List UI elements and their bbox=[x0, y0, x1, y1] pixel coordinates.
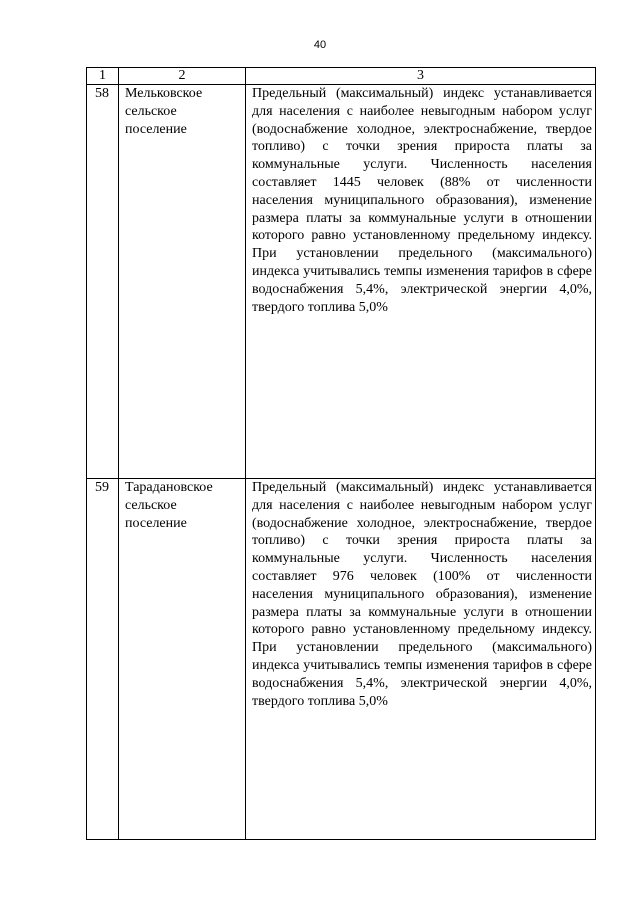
column-header-municipality: 2 bbox=[119, 68, 246, 85]
municipality-name: Тарадановское сельское поселение bbox=[119, 479, 246, 840]
column-header-number: 1 bbox=[87, 68, 119, 85]
row-number: 59 bbox=[87, 479, 119, 840]
index-description: Предельный (максимальный) индекс устанавливается для населения с наиболее невыгодным набором услуг (водоснабжение холодное, электроснабжение, твердое топливо) с точки зрения прироста платы за коммунальные услуги. Численность населения составляет 1445 человек (88% от численности населения муниципального образования), изменение размера платы за коммунальные услуги в отношении которого равно установленному предельному индексу. При установлении предельного (максимального) индекса учитывались темпы изменения тарифов в сфере водоснабжения 5,4%, электрической энергии 4,0%, твердого топлива 5,0% bbox=[246, 85, 596, 479]
table-header-row bbox=[87, 68, 596, 85]
column-header-description: 3 bbox=[246, 68, 596, 85]
tariff-index-table bbox=[86, 67, 596, 840]
municipality-name: Мельковское сельское поселение bbox=[119, 85, 246, 479]
page-number: 40 bbox=[313, 39, 327, 51]
table-row bbox=[87, 479, 596, 840]
index-description: Предельный (максимальный) индекс устанавливается для населения с наиболее невыгодным набором услуг (водоснабжение холодное, электроснабжение, твердое топливо) с точки зрения прироста платы за коммунальные услуги. Численность населения составляет 976 человек (100% от численности населения муниципального образования), изменение размера платы за коммунальные услуги в отношении которого равно установленному предельному индексу. При установлении предельного (максимального) индекса учитывались темпы изменения тарифов в сфере водоснабжения 5,4%, электрической энергии 4,0%, твердого топлива 5,0% bbox=[246, 479, 596, 840]
table-row bbox=[87, 85, 596, 479]
row-number: 58 bbox=[87, 85, 119, 479]
